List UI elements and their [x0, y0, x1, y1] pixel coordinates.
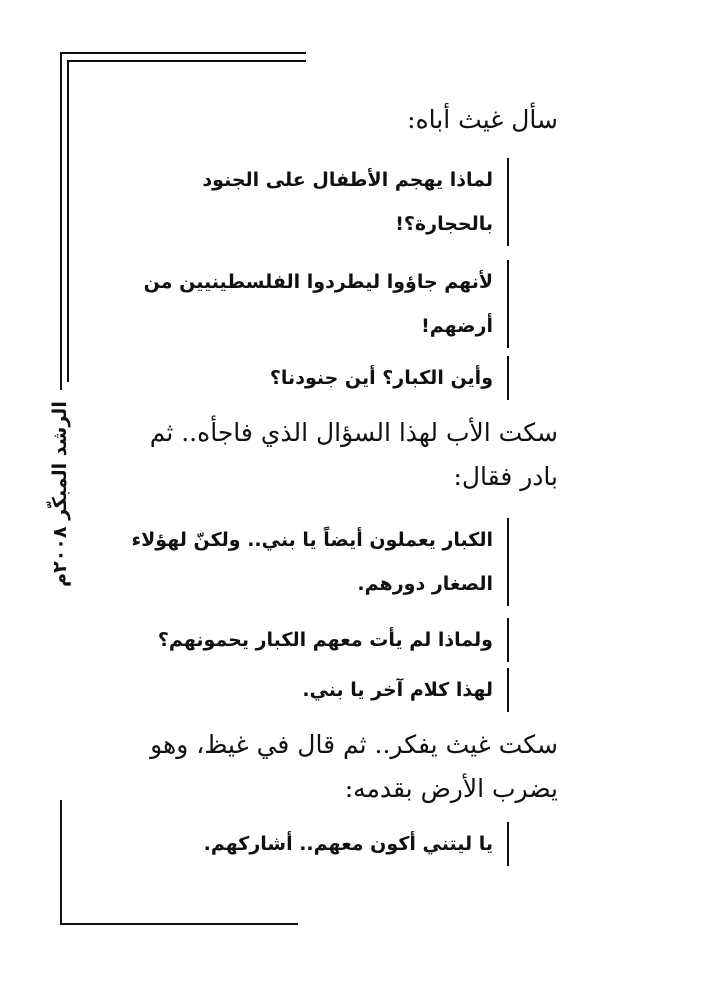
dialogue-line-1: لماذا يهجم الأطفال على الجنود بالحجارة؟! [113, 158, 509, 246]
dialogue-line-5: ولماذا لم يأت معهم الكبار يحمونهم؟ [113, 618, 509, 662]
frame-line-outer-horizontal [60, 52, 306, 54]
dialogue-line-4: الكبار يعملون أيضاً يا بني.. ولكنّ لهؤلاء الصغار دورهم. [113, 518, 509, 606]
margin-label: الرشد المبكّر ٢٠٠٨م [49, 401, 71, 587]
narration-paragraph-3: سكت غيث يفكر.. ثم قال في غيظ، وهو يضرب الأرض بقدمه: [150, 730, 558, 803]
frame-line-bottom-vertical [60, 800, 62, 925]
narration-paragraph-1: سأل غيث أباه: [407, 105, 558, 134]
dialogue-line-7: يا ليتني أكون معهم.. أشاركهم. [113, 822, 509, 866]
frame-line-inner-horizontal [67, 60, 306, 62]
frame-line-bottom-horizontal [60, 923, 298, 925]
frame-line-outer-vertical [60, 52, 62, 390]
dialogue-line-3: وأين الكبار؟ أين جنودنا؟ [113, 356, 509, 400]
dialogue-line-6: لهذا كلام آخر يا بني. [113, 668, 509, 712]
narration-paragraph-2: سكت الأب لهذا السؤال الذي فاجأه.. ثم بادر فقال: [149, 418, 558, 491]
dialogue-line-2: لأنهم جاؤوا ليطردوا الفلسطينيين من أرضهم! [113, 260, 509, 348]
frame-line-inner-vertical [67, 60, 69, 382]
